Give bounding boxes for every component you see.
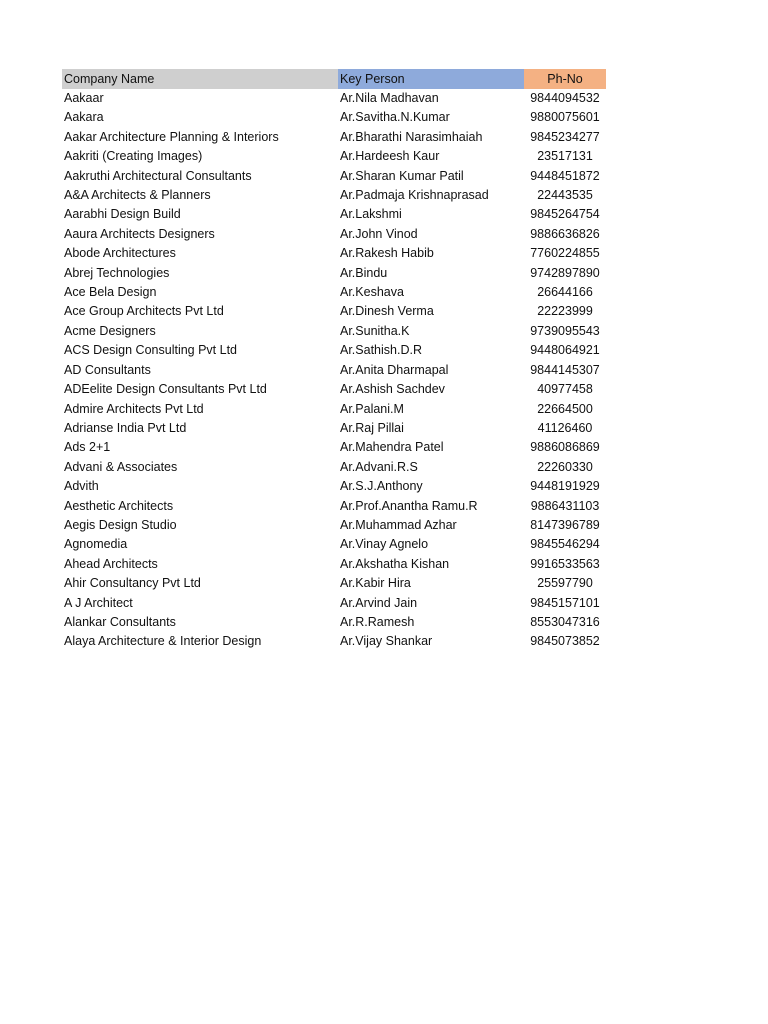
company-name-cell: Agnomedia [64,537,128,552]
company-name-cell: Aesthetic Architects [64,498,174,513]
table-row [62,302,606,321]
table-row [62,477,606,496]
phone-number-cell: 9844094532 [530,91,600,105]
key-person-cell: Ar.R.Ramesh [340,614,415,629]
company-name-cell: Ahead Architects [64,556,158,571]
key-person-cell: Ar.Hardeesh Kaur [340,149,440,164]
phone-number-cell: 9880075601 [530,110,600,125]
company-name-cell: Aegis Design Studio [64,517,177,532]
company-name-cell: Aakar Architecture Planning & Interiors [64,129,279,144]
key-person-cell: Ar.Kabir Hira [340,576,411,591]
key-person-cell: Ar.S.J.Anthony [340,479,423,494]
key-person-cell: Ar.Nila Madhavan [340,91,439,105]
phone-number-cell: 7760224855 [530,246,600,261]
table-row [62,89,606,108]
company-name-cell: ADEelite Design Consultants Pvt Ltd [64,382,267,397]
key-person-cell: Ar.Lakshmi [340,207,402,222]
company-name-cell: Ace Group Architects Pvt Ltd [64,304,224,319]
company-name-cell: Acme Designers [64,323,156,338]
table-row [62,205,606,224]
phone-number-cell: 22260330 [537,459,593,474]
company-name-cell: Aaura Architects Designers [64,226,215,241]
table-row [62,128,606,147]
table-row [62,380,606,399]
phone-number-cell: 9845546294 [530,537,600,552]
phone-number-cell: 26644166 [537,285,593,300]
header-row [62,69,606,89]
key-person-cell: Ar.Advani.R.S [340,459,418,474]
key-person-cell: Ar.Sharan Kumar Patil [340,168,464,183]
company-name-cell: Aakriti (Creating Images) [64,149,203,164]
table-row [62,574,606,593]
table-row [62,283,606,302]
key-person-cell: Ar.Akshatha Kishan [340,556,450,571]
key-person-header: Key Person [338,69,524,89]
key-person-cell: Ar.Ashish Sachdev [340,382,445,397]
company-name-cell: Alankar Consultants [64,614,176,629]
table-row [62,361,606,380]
table-row [62,108,606,127]
table-header [62,69,606,89]
key-person-cell: Ar.Vinay Agnelo [340,537,429,552]
phone-number-cell: 9886636826 [530,226,600,241]
phone-number-cell: 9845073852 [530,634,600,649]
company-name-cell: Ace Bela Design [64,285,157,300]
key-person-cell: Ar.Sathish.D.R [340,343,422,358]
company-name-cell: ACS Design Consulting Pvt Ltd [64,343,238,358]
phone-number-cell: 22223999 [537,304,593,319]
company-name-cell: Aarabhi Design Build [64,207,181,222]
company-name-cell: Abrej Technologies [64,265,170,280]
phone-number-cell: 9739095543 [530,323,600,338]
table-row [62,516,606,535]
key-person-cell: Ar.Prof.Anantha Ramu.R [340,498,478,513]
key-person-cell: Ar.Bindu [340,265,388,280]
company-name-cell: Aakara [64,110,104,125]
phone-number-cell: 23517131 [537,149,593,164]
company-name-header: Company Name [62,69,338,89]
key-person-cell: Ar.Muhammad Azhar [340,517,457,532]
key-person-cell: Ar.Savitha.N.Kumar [340,110,450,125]
company-name-cell: Advith [64,479,99,494]
phone-number-cell: 8147396789 [530,517,600,532]
company-name-cell: Admire Architects Pvt Ltd [64,401,204,416]
table-row [62,186,606,205]
company-name-cell: Advani & Associates [64,459,178,474]
phone-number-cell: 9886086869 [530,440,600,455]
phone-number-cell: 9916533563 [530,556,600,571]
table-row [62,535,606,554]
table-row [62,264,606,283]
key-person-cell: Ar.Keshava [340,285,404,300]
key-person-cell: Ar.Sunitha.K [340,323,410,338]
table-row [62,497,606,516]
table-row [62,147,606,166]
table-row [62,438,606,457]
table-row [62,400,606,419]
phone-number-cell: 9448451872 [530,168,600,183]
key-person-cell: Ar.Dinesh Verma [340,304,434,319]
table-row [62,322,606,341]
key-person-cell: Ar.Mahendra Patel [340,440,444,455]
phone-number-cell: 41126460 [537,420,593,435]
company-contacts-table [62,69,606,652]
key-person-cell: Ar.Rakesh Habib [340,246,434,261]
table-row [62,632,606,651]
table-row [62,341,606,360]
company-name-cell: Ahir Consultancy Pvt Ltd [64,576,201,591]
phone-number-cell: 9448191929 [530,479,600,494]
phone-number-cell: 22443535 [537,188,593,203]
company-name-cell: A&A Architects & Planners [64,188,211,203]
key-person-cell: Ar.John Vinod [340,226,418,241]
phone-number-cell: 9886431103 [530,498,600,513]
key-person-cell: Ar.Arvind Jain [340,595,418,610]
table-row [62,167,606,186]
key-person-cell: Ar.Padmaja Krishnaprasad [340,188,489,203]
table-row [62,244,606,263]
phone-number-cell: 9742897890 [530,265,600,280]
key-person-cell: Ar.Vijay Shankar [340,634,433,649]
phone-number-cell: 25597790 [537,576,593,591]
company-name-cell: A J Architect [64,595,133,610]
key-person-cell: Ar.Raj Pillai [340,420,404,435]
table-row [62,458,606,477]
company-name-cell: Alaya Architecture & Interior Design [64,634,262,649]
phone-number-header: Ph-No [524,69,606,89]
company-name-cell: Adrianse India Pvt Ltd [64,420,187,435]
key-person-cell: Ar.Anita Dharmapal [340,362,449,377]
phone-number-cell: 9845234277 [530,129,600,144]
company-name-cell: Aakaar [64,91,104,105]
key-person-cell: Ar.Palani.M [340,401,404,416]
phone-number-cell: 9844145307 [530,362,600,377]
phone-number-cell: 40977458 [537,382,593,397]
phone-number-cell: 9845157101 [530,595,600,610]
phone-number-cell: 9845264754 [530,207,600,222]
table-row [62,613,606,632]
phone-number-cell: 9448064921 [530,343,600,358]
company-name-cell: Abode Architectures [64,246,176,261]
table-row [62,555,606,574]
company-name-cell: AD Consultants [64,362,151,377]
table-body [62,89,606,652]
company-name-cell: Aakruthi Architectural Consultants [64,168,252,183]
table-row [62,594,606,613]
table-row [62,419,606,438]
phone-number-cell: 8553047316 [530,614,600,629]
key-person-cell: Ar.Bharathi Narasimhaiah [340,129,483,144]
company-name-cell: Ads 2+1 [64,440,111,455]
phone-number-cell: 22664500 [537,401,593,416]
table-row [62,225,606,244]
